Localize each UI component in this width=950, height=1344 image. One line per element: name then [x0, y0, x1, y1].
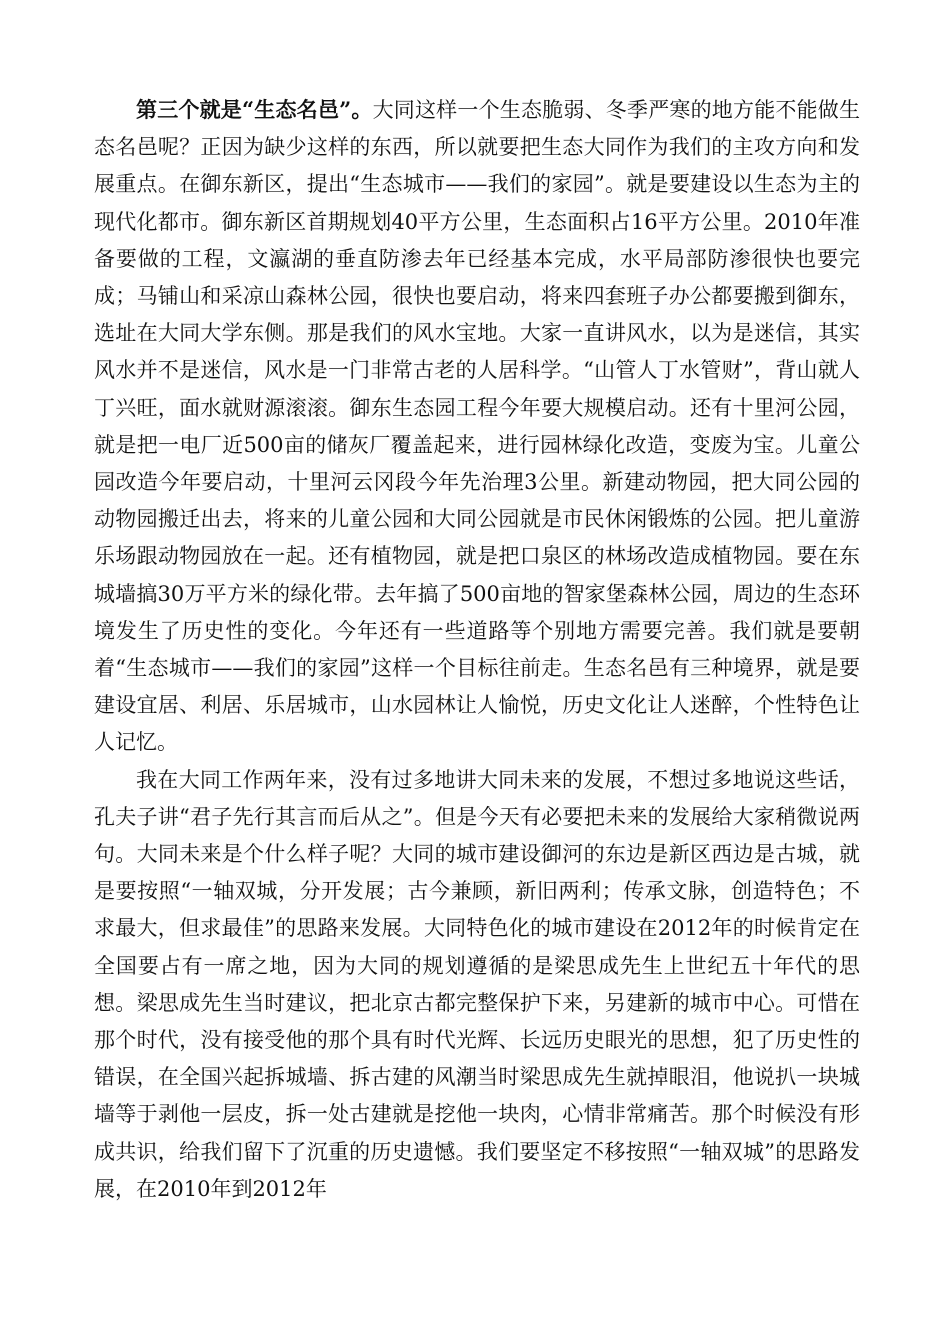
- paragraph-future-development: [94, 762, 860, 1208]
- paragraph-eco-city: [94, 91, 860, 762]
- paragraph-body-text: 大同这样一个生态脆弱、冬季严寒的地方能不能做生态名邑呢？正因为缺少这样的东西，所以就要把生态大同作为我们的主攻方向和发展重点。在御东新区，提出“生态城市——我们的家园”。就是要建设以生态为主的现代化都市。御东新区首期规划40平方公里，生态面积占16平方公里。2010年准备要做的工程，文瀛湖的垂直防渗去年已经基本完成，水平局部防渗很快也要完成；马铺山和采凉山森林公园，很快也要启动，将来四套班子办公都要搬到御东，选址在大同大学东侧。那是我们的风水宝地。大家一直讲风水，以为是迷信，其实风水并不是迷信，风水是一门非常古老的人居科学。“山管人丁水管财”，背山就人丁兴旺，面水就财源滚滚。御东生态园工程今年要大规模启动。还有十里河公园，就是把一电厂近500亩的储灰厂覆盖起来，进行园林绿化改造，变废为宝。儿童公园改造今年要启动，十里河云冈段今年先治理3公里。新建动物园，把大同公园的动物园搬迁出去，将来的儿童公园和大同公园就是市民休闲锻炼的公园。把儿童游乐场跟动物园放在一起。还有植物园，就是把口泉区的林场改造成植物园。要在东城墙搞30万平方米的绿化带。去年搞了500亩地的智家堡森林公园，周边的生态环境发生了历史性的变化。今年还有一些道路等个别地方需要完善。我们就是要朝着“生态城市——我们的家园”这样一个目标往前走。生态名邑有三种境界，就是要建设宜居、利居、乐居城市，山水园林让人愉悦，历史文化让人迷醉，个性特色让人记忆。: [94, 98, 860, 755]
- paragraph-lead-heading: 第三个就是“生态名邑”。: [136, 97, 373, 122]
- document-page: [94, 91, 860, 1208]
- paragraph-body-text: 我在大同工作两年来，没有过多地讲大同未来的发展，不想过多地说这些话，孔夫子讲“君子先行其言而后从之”。但是今天有必要把未来的发展给大家稍微说两句。大同未来是个什么样子呢？大同的城市建设御河的东边是新区西边是古城，就是要按照“一轴双城，分开发展；古今兼顾，新旧两利；传承文脉，创造特色；不求最大，但求最佳”的思路来发展。大同特色化的城市建设在2012年的时候肯定在全国要占有一席之地，因为大同的规划遵循的是梁思成先生上世纪五十年代的思想。梁思成先生当时建议，把北京古都完整保护下来，另建新的城市中心。可惜在那个时代，没有接受他的那个具有时代光辉、长远历史眼光的思想，犯了历史性的错误，在全国兴起拆城墙、拆古建的风潮当时梁思成先生就掉眼泪，他说扒一块城墙等于剥他一层皮，拆一处古建就是挖他一块肉，心情非常痛苦。那个时候没有形成共识，给我们留下了沉重的历史遗憾。我们要坚定不移按照“一轴双城”的思路发展，在2010年到2012年: [94, 767, 860, 1201]
